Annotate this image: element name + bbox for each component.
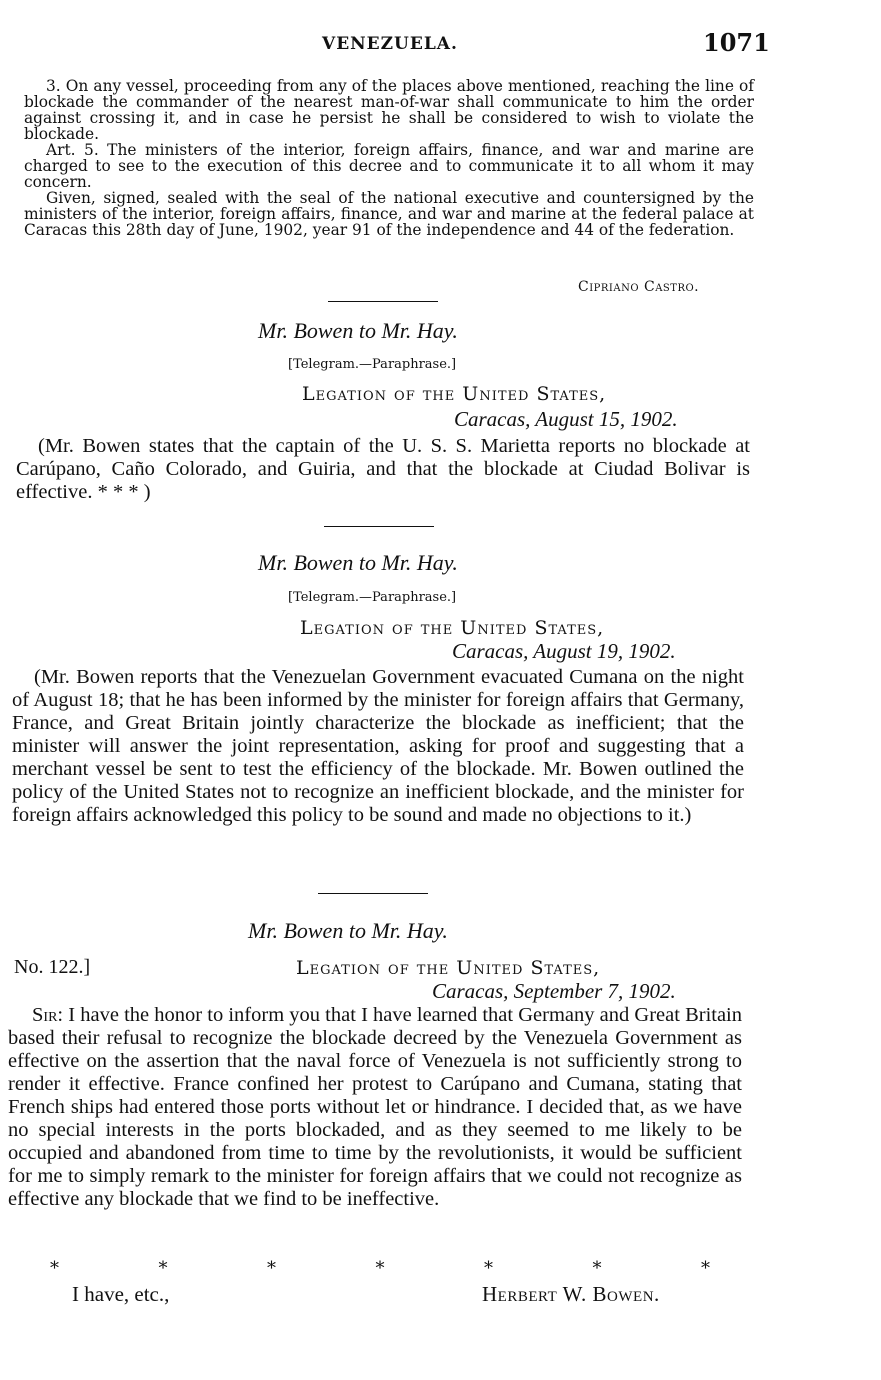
running-title: VENEZUELA. [322, 34, 458, 54]
asterisk: * [484, 1258, 493, 1279]
document-heading: Mr. Bowen to Mr. Hay. [258, 550, 458, 575]
telegram-note: [Telegram.—Paraphrase.] [288, 590, 457, 605]
decree-paragraph-3: 3. On any vessel, proceeding from any of the places above mentioned, reaching the line of blockade the commander of the nearest man-of-war shall communicate to him the order against crossing it, and in case he persist he shall be considered to wish to violate the blockade. [24, 77, 754, 143]
asterisk: * [267, 1258, 276, 1279]
asterisk: * [592, 1258, 602, 1279]
page-number: 1071 [703, 28, 770, 57]
legation-line: Legation of the United States, [300, 617, 605, 639]
dateline: Caracas, August 19, 1902. [452, 639, 676, 663]
decree-signature: Cipriano Castro. [578, 279, 700, 295]
dispatch-body [8, 1004, 742, 1211]
section-divider [324, 526, 434, 527]
asterisk: * [375, 1258, 385, 1279]
decree-given-clause: Given, signed, sealed with the seal of the national executive and countersigned by the ministers of the interior, foreign affairs, finance, and war and marine at the federal palace at Caracas this 28th day of June, 1902, year 91 of the independence and 44 of the federation. [24, 189, 754, 239]
omission-asterisks [50, 1258, 710, 1279]
dispatch-body-content: I have the honor to inform you that I have learned that Germany and Great Britain based their refusal to recognize the blockade decreed by the Venezuela Government as effective on the assertion that the naval force of Venezuela is not sufficiently strong to render it effective. France confined her protest to Carúpano and Cumana, stating that French ships had entered those ports without let or hindrance. I decided that, as we have no special interests in the ports blockaded, and as they seemed to me likely to be occupied and abandoned from time to time by the revolutionists, it would be sufficient for me to simply remark to the minister for foreign affairs that we could not recognize as effective any blockade that we find to be ineffective. [8, 1004, 743, 1210]
dispatch-number: No. 122.] [14, 956, 91, 978]
telegram-note: [Telegram.—Paraphrase.] [288, 357, 457, 372]
document-heading: Mr. Bowen to Mr. Hay. [248, 918, 448, 943]
telegram-body-text: (Mr. Bowen states that the captain of the U. S. S. Marietta reports no blockade at Carúpano, Caño Colorado, and Guiria, and that the blockade at Ciudad Bolivar is effective. * * * ) [16, 435, 750, 503]
telegram-body [16, 435, 750, 504]
decree-conclusion [24, 78, 754, 238]
telegram-body-text: (Mr. Bowen reports that the Venezuelan Government evacuated Cumana on the night of August 18; that he has been informed by the minister for foreign affairs that Germany, France, and Great Britain jointly characterize the blockade as inefficient; that the minister will answer the joint representation, asking for proof and suggesting that a merchant vessel be sent to test the efficiency of the blockade. Mr. Bowen outlined the policy of the United States not to recognize an inefficient blockade, and the minister for foreign affairs acknowledged this policy to be sound and made no objections to it.) [12, 666, 744, 826]
telegram-body [12, 666, 744, 827]
dateline: Caracas, September 7, 1902. [432, 979, 676, 1003]
closing-line: I have, etc., [72, 1282, 170, 1306]
dispatch-body-text [8, 1004, 742, 1211]
dateline: Caracas, August 15, 1902. [454, 407, 678, 431]
legation-line: Legation of the United States, [302, 383, 607, 405]
salutation: Sir: [32, 1004, 64, 1026]
section-divider [318, 893, 428, 894]
asterisk: * [50, 1258, 59, 1279]
running-header [0, 30, 881, 60]
document-heading: Mr. Bowen to Mr. Hay. [258, 318, 458, 343]
section-divider [328, 301, 438, 302]
legation-line: Legation of the United States, [296, 957, 601, 979]
decree-article-5: Art. 5. The ministers of the interior, foreign affairs, finance, and war and marine are charged to see to the execution of this decree and to communicate it to all whom it may concern. [24, 141, 754, 191]
asterisk: * [158, 1258, 168, 1279]
asterisk: * [701, 1258, 710, 1279]
signature: Herbert W. Bowen. [482, 1282, 660, 1306]
